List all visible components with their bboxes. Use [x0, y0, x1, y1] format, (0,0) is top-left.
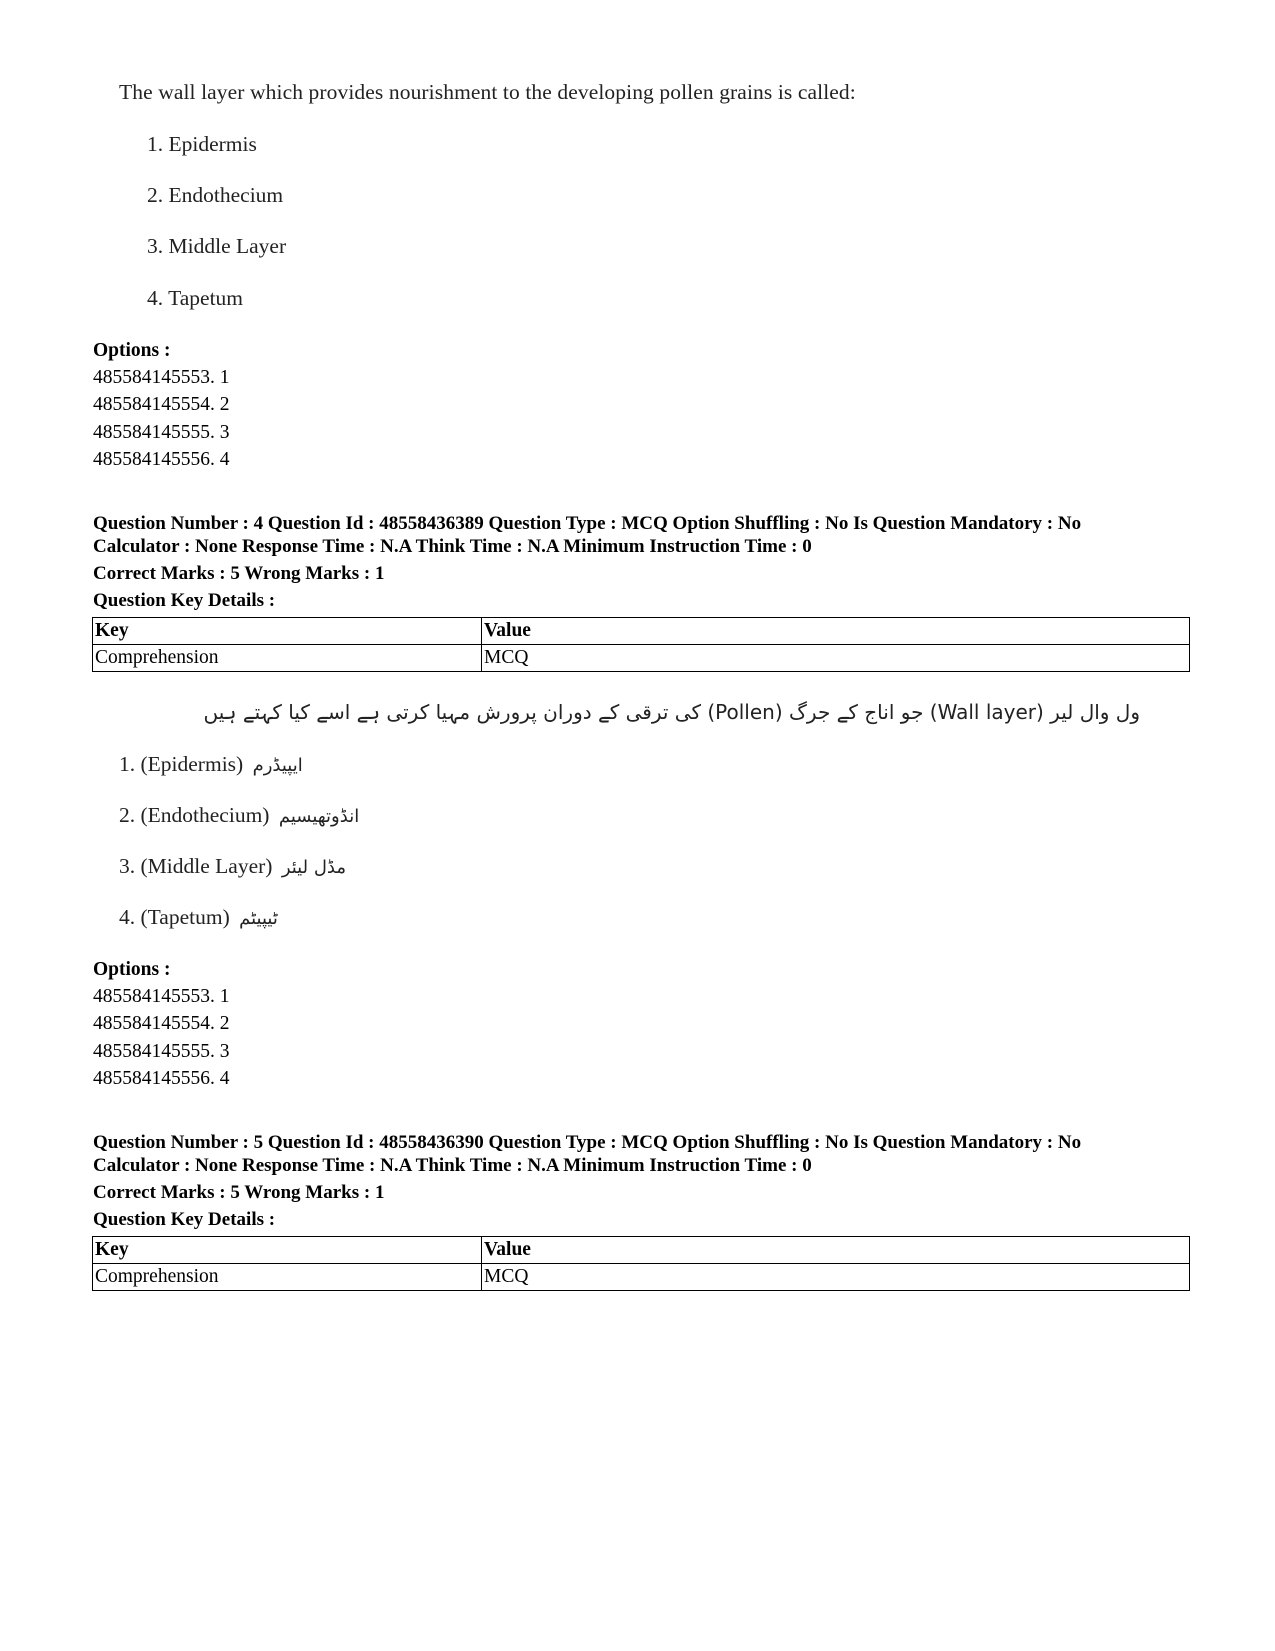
question-stem: The wall layer which provides nourishment to the developing pollen grains is called:	[119, 80, 856, 104]
option-id-3: 485584145555. 3	[93, 1041, 230, 1062]
question-key-table	[92, 1236, 1190, 1291]
table-header-key: Key	[93, 618, 482, 645]
choice-english: 2. (Endothecium)	[119, 803, 270, 827]
urdu-choice-3	[119, 854, 346, 879]
stem-choice-4: 4. Tapetum	[147, 286, 244, 310]
choice-urdu: انڈوتھیسیم	[278, 806, 360, 827]
table-cell-value: MCQ	[482, 1264, 1190, 1291]
question-meta-line1: Question Number : 4 Question Id : 48558436389 Question Type : MCQ Option Shuffling : No Is Question Mandatory : No	[93, 513, 1082, 534]
question-marks: Correct Marks : 5 Wrong Marks : 1	[93, 1182, 385, 1203]
urdu-question-stem: ول وال لیر (Wall layer) جو اناج کے جرگ (Pollen) کی ترقی کے دوران پرورش مہیا کرتی ہے اسے کیا کہتے ہیں	[203, 700, 1140, 724]
urdu-choice-4	[119, 905, 278, 930]
table-header-row	[93, 618, 1190, 645]
options-label: Options :	[93, 340, 171, 361]
urdu-choice-1	[119, 752, 303, 777]
option-id-4: 485584145556. 4	[93, 449, 230, 470]
table-row	[93, 645, 1190, 672]
question-key-details-label: Question Key Details :	[93, 590, 276, 611]
table-cell-value: MCQ	[482, 645, 1190, 672]
stem-choice-1: 1. Epidermis	[147, 132, 257, 156]
choice-english: 4. (Tapetum)	[119, 905, 230, 929]
table-header-value: Value	[482, 1237, 1190, 1264]
table-header-value: Value	[482, 618, 1190, 645]
choice-urdu: مڈل لیئر	[281, 857, 346, 878]
option-id-2: 485584145554. 2	[93, 1013, 230, 1034]
table-cell-key: Comprehension	[93, 1264, 482, 1291]
question-key-details-label: Question Key Details :	[93, 1209, 276, 1230]
question-meta-line1: Question Number : 5 Question Id : 48558436390 Question Type : MCQ Option Shuffling : No Is Question Mandatory : No	[93, 1132, 1082, 1153]
choice-urdu: ٹیپیٹم	[239, 908, 278, 929]
question-key-table	[92, 617, 1190, 672]
choice-urdu: ایپیڈرم	[252, 755, 303, 776]
table-header-key: Key	[93, 1237, 482, 1264]
option-id-1: 485584145553. 1	[93, 367, 230, 388]
choice-english: 3. (Middle Layer)	[119, 854, 273, 878]
question-meta-line2: Calculator : None Response Time : N.A Think Time : N.A Minimum Instruction Time : 0	[93, 1155, 812, 1176]
option-id-1: 485584145553. 1	[93, 986, 230, 1007]
choice-english: 1. (Epidermis)	[119, 752, 244, 776]
options-label: Options :	[93, 959, 171, 980]
table-row	[93, 1264, 1190, 1291]
table-cell-key: Comprehension	[93, 645, 482, 672]
stem-choice-3: 3. Middle Layer	[147, 234, 287, 258]
option-id-3: 485584145555. 3	[93, 422, 230, 443]
question-meta-line2: Calculator : None Response Time : N.A Think Time : N.A Minimum Instruction Time : 0	[93, 536, 812, 557]
option-id-4: 485584145556. 4	[93, 1068, 230, 1089]
stem-choice-2: 2. Endothecium	[147, 183, 284, 207]
table-header-row	[93, 1237, 1190, 1264]
urdu-choice-2	[119, 803, 359, 828]
question-marks: Correct Marks : 5 Wrong Marks : 1	[93, 563, 385, 584]
option-id-2: 485584145554. 2	[93, 394, 230, 415]
